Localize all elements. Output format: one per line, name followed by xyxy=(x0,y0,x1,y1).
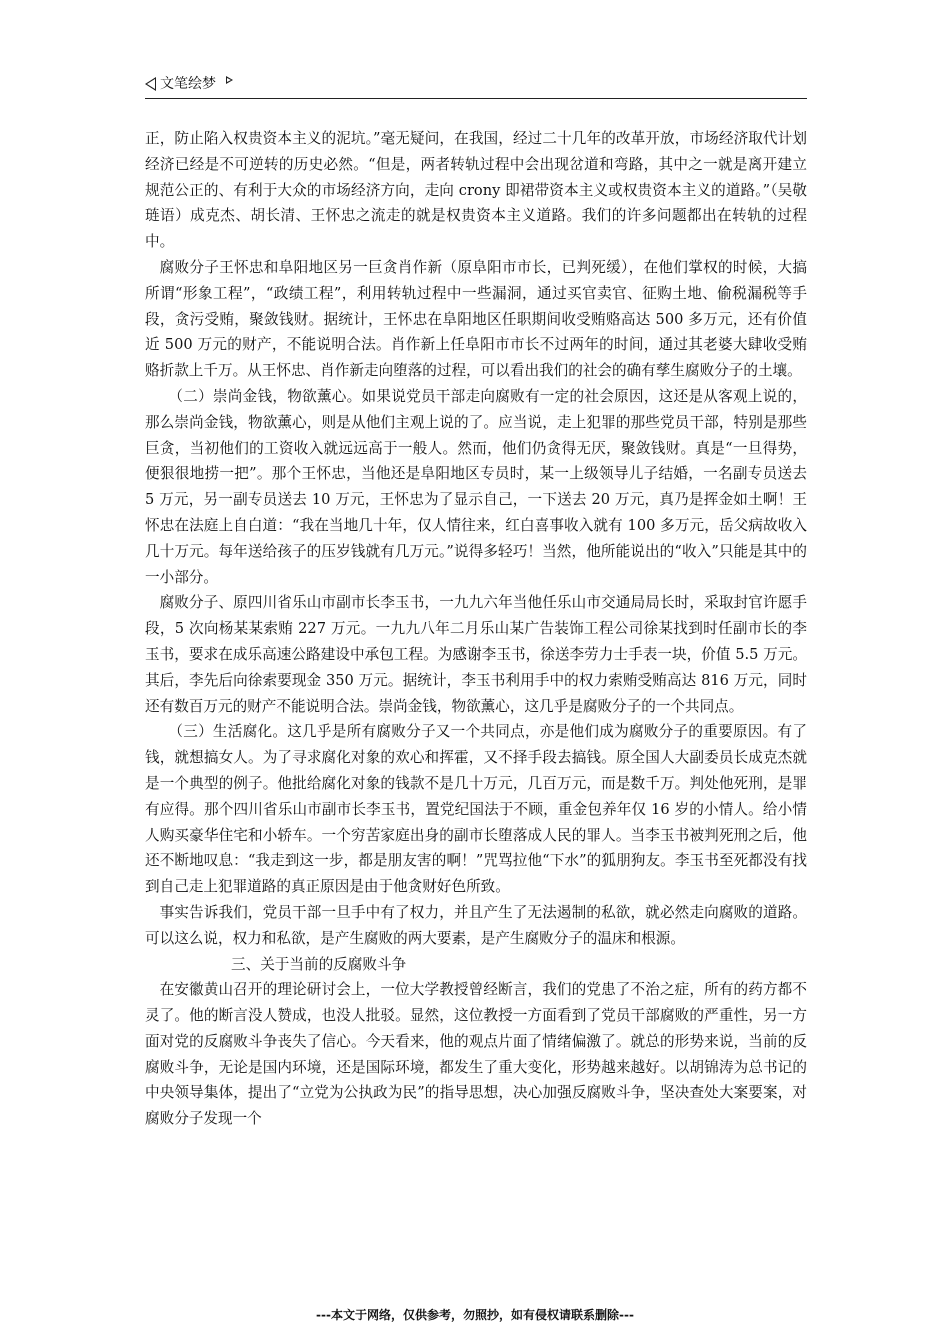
page-header xyxy=(145,74,807,99)
paragraph-conclusion: 事实告诉我们，党员干部一旦手中有了权力，并且产生了无法遏制的私欲，就必然走向腐败的道路。可以这么说，权力和私欲，是产生腐败的两大要素，是产生腐败分子的温床和根源。 xyxy=(145,903,807,947)
header-title: 文笔绘梦 xyxy=(160,76,216,92)
paragraph-wang-huaizhong: 腐败分子王怀忠和阜阳地区另一巨贪肖作新（原阜阳市市长，已判死缓），在他们掌权的时候，大搞所谓“形象工程”，“政绩工程”，利用转轨过程中一些漏洞，通过买官卖官、征购土地、偷税漏税等手段，贪污受贿，聚敛钱财。据统计，王怀忠在阜阳地区任职期间收受贿赂高达 500 多万元，还有价值近 500 万元的财产，不能说明合法。肖作新上任阜阳市市长不过两年的时间，通过其老婆大肆收受贿赂折款上千万。从王怀忠、肖作新走向堕落的过程，可以看出我们的社会的确有孳生腐败分子的土壤。 xyxy=(145,258,807,380)
paragraph-continuation: 正，防止陷入权贵资本主义的泥坑。”毫无疑问，在我国，经过二十几年的改革开放，市场经济取代计划经济已经是不可逆转的历史必然。“但是，两者转轨过程中会出现岔道和弯路，其中之一就是离开建立规范公正的、有利于大众的市场经济方向，走向 crony 即裙带资本主义或权贵资本主义的道路。”（吴敬琏语）成克杰、胡长清、王怀忠之流走的就是权贵资本主义道路。我们的许多问题都出在转轨的过程中。 xyxy=(145,130,807,251)
paragraph-section-three: （三）生活腐化。这几乎是所有腐败分子又一个共同点，亦是他们成为腐败分子的重要原因。有了钱，就想搞女人。为了寻求腐化对象的欢心和挥霍，又不择手段去搞钱。原全国人大副委员长成克杰就是一个典型的例子。他批给腐化对象的钱款不是几十万元，几百万元，而是数千万。判处他死刑，是罪有应得。那个四川省乐山市副市长李玉书，置党纪国法于不顾，重金包养年仅 16 岁的小情人。给小情人购买豪华住宅和小轿车。一个穷苦家庭出身的副市长堕落成人民的罪人。当李玉书被判死刑之后，他还不断地叹息：“我走到这一步，都是朋友害的啊！”咒骂拉他“下水”的狐朋狗友。李玉书至死都没有找到自己走上犯罪道路的真正原因是由于他贪财好色所致。 xyxy=(145,723,807,896)
section-heading: 三、关于当前的反腐败斗争 xyxy=(231,955,407,973)
header-brand xyxy=(145,74,233,94)
paragraph-anti-corruption: 在安徽黄山召开的理论研讨会上，一位大学教授曾经断言，我们的党患了不治之症，所有的药方都不灵了。他的断言没人赞成，也没人批驳。显然，这位教授一方面看到了党员干部腐败的严重性，另一方面对党的反腐败斗争丧失了信心。今天看来，他的观点片面了情绪偏激了。就总的形势来说，当前的反腐败斗争，无论是国内环境，还是国际环境，都发生了重大变化，形势越来越好。以胡锦涛为总书记的中央领导集体，提出了“立党为公执政为民”的指导思想，决心加强反腐败斗争，坚决查处大案要案，对腐败分子发现一个 xyxy=(145,981,807,1128)
page-footer: ---本文于网络，仅供参考，勿照抄，如有侵权请联系删除--- xyxy=(316,1308,634,1322)
paragraph-li-yushu: 腐败分子、原四川省乐山市副市长李玉书，一九九六年当他任乐山市交通局局长时，采取封官许愿手段，5 次向杨某某索贿 227 万元。一九九八年二月乐山某广告装饰工程公司徐某找到时任副市长的李玉书，要求在成乐高速公路建设中承包工程。为感谢李玉书，徐送李劳力士手表一块，价值 5.5 万元。其后，李先后向徐索要现金 350 万元。据统计，李玉书利用手中的权力索贿受贿高达 816 万元，同时还有数百万元的财产不能说明合法。崇尚金钱，物欲薰心，这几乎是腐败分子的一个共同点。 xyxy=(145,594,807,715)
document-body xyxy=(145,126,807,1132)
paragraph-section-two: （二）崇尚金钱，物欲薰心。如果说党员干部走向腐败有一定的社会原因，这还是从客观上说的，那么崇尚金钱，物欲薰心，则是从他们主观上说的了。应当说，走上犯罪的那些党员干部，特别是那些巨贪，当初他们的工资收入就远远高于一般人。然而，他们仍贪得无厌，聚敛钱财。真是“一旦得势，便狠很地捞一把”。那个王怀忠，当他还是阜阳地区专员时，某一上级领导儿子结婚，一名副专员送去 5 万元，另一副专员送去 10 万元，王怀忠为了显示自己，一下送去 20 万元，真乃是挥金如土啊！王怀忠在法庭上自白道：“我在当地几十年，仅人情往来，红白喜事收入就有 100 多万元，岳父病故收入几十万元。每年送给孩子的压岁钱就有几万元。”说得多轻巧！当然，他所能说出的“收入”只能是其中的一小部分。 xyxy=(145,387,807,586)
triangle-left-icon xyxy=(145,77,156,91)
triangle-right-icon xyxy=(226,76,233,84)
